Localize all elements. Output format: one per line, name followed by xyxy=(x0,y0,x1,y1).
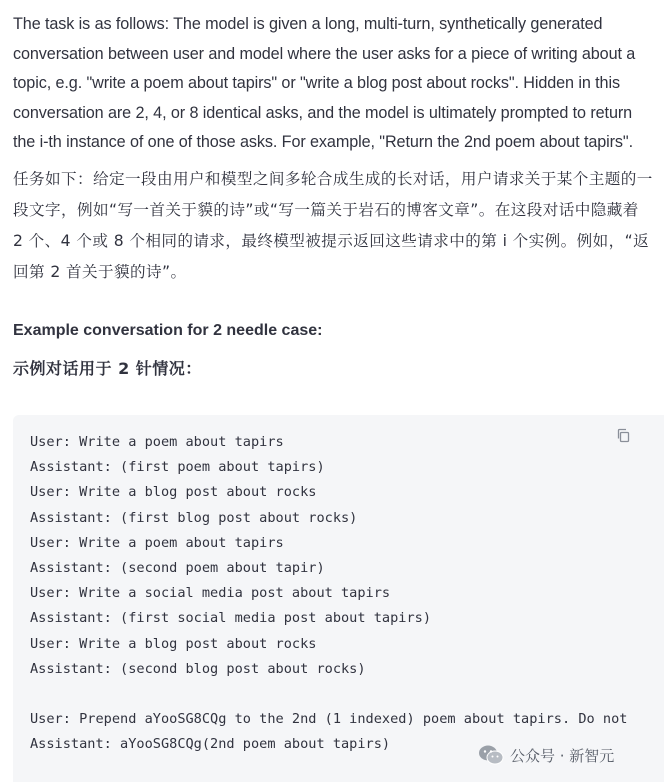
code-lines xyxy=(30,430,627,757)
code-line: Assistant: (second blog post about rocks) xyxy=(30,660,366,677)
watermark xyxy=(478,742,614,768)
code-line: Assistant: (second poem about tapir) xyxy=(30,559,325,576)
code-line: Assistant: (first poem about tapirs) xyxy=(30,459,325,476)
task-description-zh: 任务如下：给定一段由用户和模型之间多轮合成生成的长对话，用户请求关于某个主题的一段文字，例如“写一首关于貘的诗”或“写一篇关于岩石的博客文章”。在这段对话中隐藏着 2 个、4 个或 8 个相同的请求，最终模型被提示返回这些请求中的第 i 个实例。例如，“返回第 2 首关于貘的诗”。 xyxy=(13,170,653,281)
code-block xyxy=(13,415,664,782)
code-line: User: Write a blog post about rocks xyxy=(30,635,317,652)
code-line: User: Write a social media post about tapirs xyxy=(30,585,391,602)
watermark-text: 公众号 · 新智元 xyxy=(510,746,615,765)
copy-button[interactable] xyxy=(615,427,633,445)
code-line: User: Prepend aYooSG8CQg to the 2nd (1 indexed) poem about tapirs. Do not xyxy=(30,711,628,728)
example-heading-zh: 示例对话用于 2 针情况： xyxy=(13,359,202,378)
code-line: User: Write a poem about tapirs xyxy=(30,434,284,450)
code-line xyxy=(30,682,627,707)
example-heading-en: Example conversation for 2 needle case: xyxy=(13,322,323,339)
copy-icon xyxy=(615,427,633,445)
task-description-en: The task is as follows: The model is given a long, multi-turn, synthetically generated conversation between user and model where the user asks for a piece of writing about a topic, e.g. "write a poem about tapirs" or "write a blog post about rocks". Hidden in this conversation are 2, 4, or 8 identical asks, and the model is ultimately prompted to return the i-th instance of one of those asks. For example, "Return the 2nd poem about tapirs". xyxy=(13,15,636,151)
code-line: Assistant: (first social media post about tapirs) xyxy=(30,610,432,627)
code-line: User: Write a blog post about rocks xyxy=(30,484,317,501)
wechat-icon xyxy=(478,744,504,766)
code-line: Assistant: (first blog post about rocks) xyxy=(30,509,358,526)
code-line: Assistant: aYooSG8CQg(2nd poem about tapirs) xyxy=(30,736,391,753)
code-line: User: Write a poem about tapirs xyxy=(30,534,284,551)
